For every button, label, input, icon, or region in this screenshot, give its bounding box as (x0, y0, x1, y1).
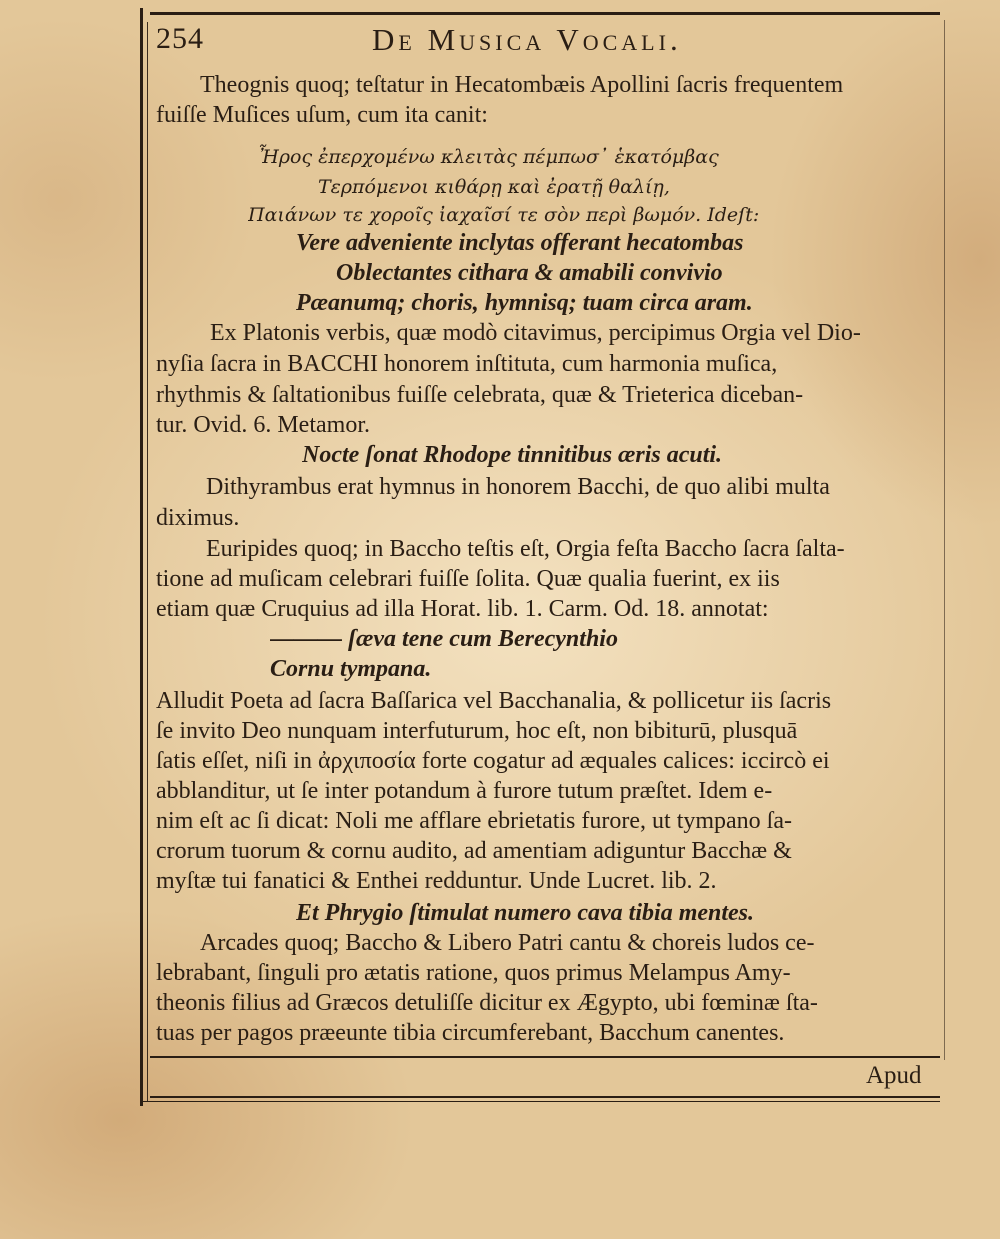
text-line: fuiſſe Muſices uſum, cum ita canit: (156, 102, 488, 128)
text-line: Euripides quoq; in Baccho teſtis eſt, Orgia feſta Baccho ſacra ſalta- (206, 536, 845, 562)
text-line: crorum tuorum & cornu audito, ad amentiam adiguntur Bacchæ & (156, 838, 792, 864)
verse-line: Et Phrygio ſtimulat numero cava tibia mentes. (296, 900, 755, 926)
text-line: tione ad muſicam celebrari fuiſſe ſolita. Quæ qualia fuerint, ex iis (156, 566, 780, 592)
text-line: ſatis eſſet, niſi in ἀρχιποσία forte cogatur ad æquales calices: iccircò ei (156, 748, 830, 774)
verse-line: Pæanumq; choris, hymnisq; tuam circa aram. (296, 290, 753, 316)
text-line: Arcades quoq; Baccho & Libero Patri cantu & choreis ludos ce- (200, 930, 815, 956)
footer-rule-upper (150, 1056, 940, 1058)
text-line: Dithyrambus erat hymnus in honorem Bacchi, de quo alibi multa (206, 474, 830, 500)
text-line: theonis filius ad Græcos detuliſſe dicitur ex Ægypto, ubi fœminæ ſta- (156, 990, 818, 1016)
verse-line: Cornu tympana. (270, 656, 432, 682)
text-line: diximus. (156, 505, 240, 531)
text-line: myſtæ tui fanatici & Enthei redduntur. Unde Lucret. lib. 2. (156, 868, 717, 894)
text-line: rhythmis & ſaltationibus fuiſſe celebrata, quæ & Trieterica diceban- (156, 382, 804, 408)
text-line: nim eſt ac ſi dicat: Noli me afflare ebrietatis furore, ut tympano ſa- (156, 808, 792, 834)
header-rule (150, 12, 940, 15)
verse-line: Nocte ſonat Rhodope tinnitibus æris acuti. (302, 442, 723, 468)
footer-rule-base (140, 1101, 940, 1102)
left-inner-rule (147, 22, 148, 1102)
text-line: tur. Ovid. 6. Metamor. (156, 412, 370, 438)
catchword: Apud (866, 1062, 922, 1089)
text-line: tuas per pagos præeunte tibia circumferebant, Bacchum canentes. (156, 1020, 785, 1046)
text-line: nyſia ſacra in BACCHI honorem inſtituta, cum harmonia muſica, (156, 351, 778, 377)
running-title: De Musica Vocali. (372, 22, 682, 57)
greek-verse-line: Παιάνων τε χοροῖς ἰαχαῖσί τε σὸν περὶ βωμόν. Ideſt: (248, 204, 760, 226)
text-line: lebrabant, ſinguli pro ætatis ratione, quos primus Melampus Amy- (156, 960, 791, 986)
footer-rule-lower (150, 1096, 940, 1098)
verse-line: Vere adveniente inclytas offerant hecatombas (296, 230, 744, 256)
text-line: abblanditur, ut ſe inter potandum à furore tutum præſtet. Idem e- (156, 778, 773, 804)
greek-verse-line: Ἦρος ἐπερχομένω κλειτὰς πέμπωσ᾽ ἑκατόμβας (258, 146, 719, 168)
verse-line: Oblectantes cithara & amabili convivio (336, 260, 723, 286)
text-line: etiam quæ Cruquius ad illa Horat. lib. 1. Carm. Od. 18. annotat: (156, 596, 769, 622)
page-number: 254 (156, 22, 204, 55)
greek-verse-line: Τερπόμενοι κιθάρῃ καὶ ἐρατῇ θαλίῃ, (318, 176, 670, 198)
text-line: Alludit Poeta ad ſacra Baſſarica vel Bacchanalia, & pollicetur iis ſacris (156, 688, 832, 714)
verse-line: ——— ſæva tene cum Berecynthio (270, 626, 618, 652)
right-border-rule (944, 20, 945, 1060)
text-line: Theognis quoq; teſtatur in Hecatombæis Apollini ſacris frequentem (200, 72, 844, 98)
text-line: ſe invito Deo nunquam interfuturum, hoc eſt, non bibiturū, plusquā (156, 718, 798, 744)
left-border-rule (140, 8, 143, 1106)
text-line: Ex Platonis verbis, quæ modò citavimus, percipimus Orgia vel Dio- (210, 320, 861, 346)
